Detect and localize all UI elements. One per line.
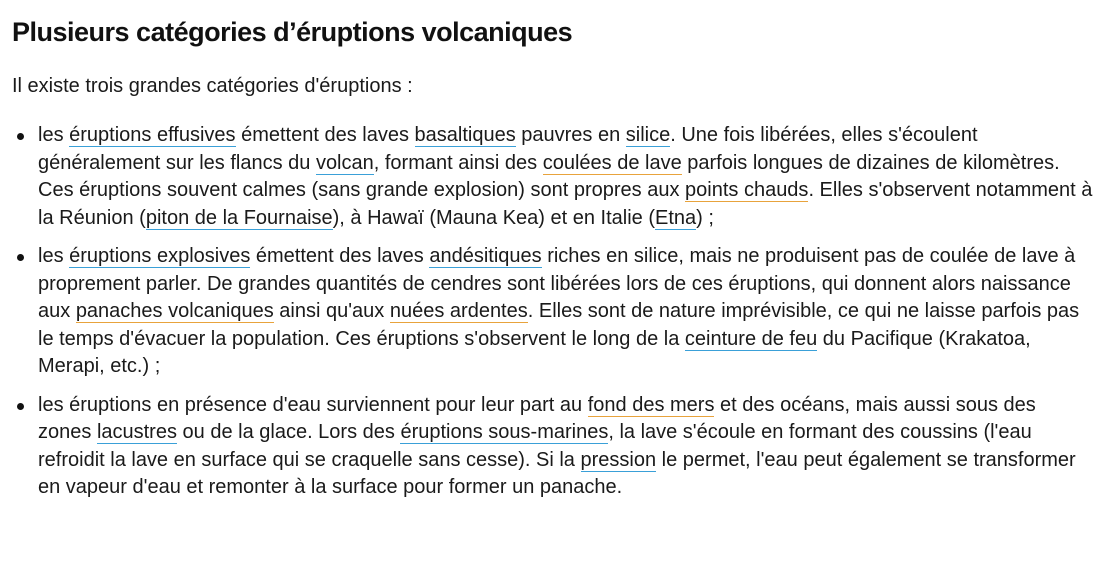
section-heading: Plusieurs catégories d’éruptions volcaniques bbox=[12, 17, 573, 47]
list-item-text: , la lave s'écoule en formant des coussins (l'eau refroidit la lave en surface qui se craquelle sans cesse). Si la bbox=[38, 421, 1032, 471]
list-item-text: le permet, l'eau peut également se transformer en vapeur d'eau et remonter à la surface pour former un panache. bbox=[38, 448, 1076, 498]
glossary-link-coulees-de-lave[interactable]: coulées de lave bbox=[542, 151, 682, 174]
glossary-link-panaches-volcaniques[interactable]: panaches volcaniques bbox=[75, 300, 274, 322]
glossary-link-eruptions-explosives[interactable]: éruptions explosives bbox=[69, 245, 251, 267]
glossary-link-eruptions-effusives[interactable]: éruptions effusives bbox=[69, 124, 236, 146]
glossary-link-lacustres[interactable]: lacustres bbox=[96, 421, 177, 443]
glossary-link-ceinture-de-feu[interactable]: ceinture de feu bbox=[684, 327, 818, 350]
list-item-effusive bbox=[38, 122, 1094, 232]
glossary-link-pression[interactable]: pression bbox=[580, 448, 657, 471]
list-item-water bbox=[38, 392, 1094, 502]
list-item-text: du Pacifique (Krakatoa, Merapi, etc.) ; bbox=[38, 327, 1031, 377]
list-item-text: les bbox=[38, 124, 70, 146]
list-item-text: ) ; bbox=[696, 206, 714, 229]
list-item-text: les bbox=[38, 245, 70, 267]
list-item-text: émettent des laves bbox=[235, 124, 415, 146]
list-item-text: riches en silice, mais ne produisent pas de coulée de lave à proprement parler. De grandes quantités de cendres sont libérées lors de ces éruptions, qui donnent alors naissance aux bbox=[38, 245, 1076, 322]
glossary-link-andesitiques[interactable]: andésitiques bbox=[429, 245, 542, 267]
list-item-text: parfois longues de dizaines de kilomètres. Ces éruptions souvent calmes (sans grande explosion) sont propres aux bbox=[38, 151, 1060, 201]
intro-paragraph: Il existe trois grandes catégories d'éruptions : bbox=[12, 75, 413, 97]
glossary-link-points-chauds[interactable]: points chauds bbox=[685, 179, 809, 201]
glossary-link-piton-de-la-fournaise[interactable]: piton de la Fournaise bbox=[145, 206, 333, 229]
list-item-text: ), à Hawaï (Mauna Kea) et en Italie ( bbox=[332, 206, 656, 229]
glossary-link-silice[interactable]: silice bbox=[625, 124, 671, 146]
list-item-text: , formant ainsi des bbox=[373, 151, 543, 174]
list-item-text: ou de la glace. Lors des bbox=[176, 421, 401, 443]
glossary-link-nuees-ardentes[interactable]: nuées ardentes bbox=[389, 300, 528, 322]
list-item-text: . Une fois libérées, elles s'écoulent généralement sur les flancs du bbox=[38, 124, 978, 174]
glossary-link-etna[interactable]: Etna bbox=[655, 206, 697, 229]
glossary-link-fond-des-mers[interactable]: fond des mers bbox=[587, 393, 715, 416]
glossary-link-basaltiques[interactable]: basaltiques bbox=[414, 124, 516, 146]
list-item-explosive bbox=[38, 243, 1094, 381]
list-item-text: . Elles sont de nature imprévisible, ce qui ne laisse parfois pas le temps d'évacuer la population. Ces éruptions s'observent le long de la bbox=[38, 300, 1080, 350]
list-item-text: les éruptions en présence d'eau surviennent pour leur part au bbox=[38, 393, 588, 416]
glossary-link-eruptions-sous-marines[interactable]: éruptions sous-marines bbox=[400, 421, 609, 443]
list-item-text: pauvres en bbox=[515, 124, 626, 146]
list-item-text: . Elles s'observent notamment à la Réunion ( bbox=[38, 179, 1093, 229]
list-item-text: et des océans, mais aussi sous des zones bbox=[38, 393, 1036, 443]
eruption-categories-list bbox=[12, 122, 1094, 502]
glossary-link-volcan[interactable]: volcan bbox=[315, 151, 374, 174]
list-item-text: émettent des laves bbox=[250, 245, 430, 267]
list-item-text: ainsi qu'aux bbox=[273, 300, 390, 322]
